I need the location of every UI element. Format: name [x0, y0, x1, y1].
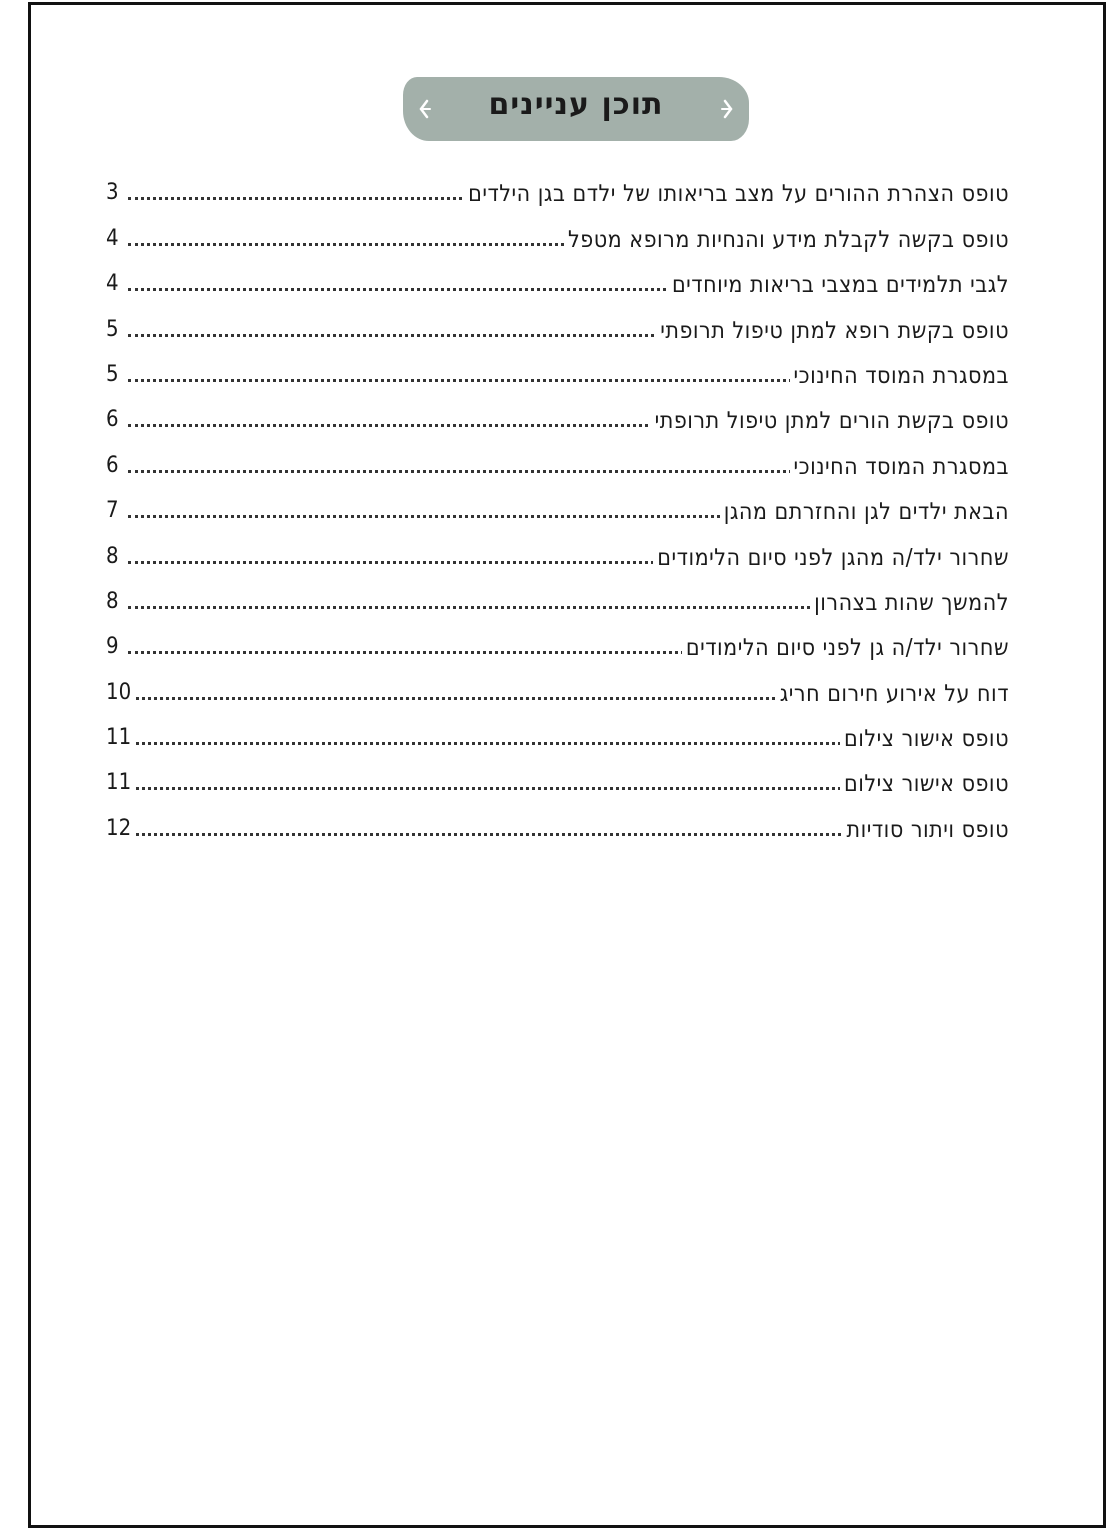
toc-page-number: 4 [106, 271, 119, 297]
toc-entry[interactable] [106, 440, 1009, 485]
toc-entry-title: טופס אישור צילום [840, 771, 1009, 797]
toc-entry[interactable] [106, 213, 1009, 258]
toc-entry[interactable] [106, 758, 1009, 803]
toc-page-number: 4 [106, 225, 119, 251]
toc-page-number: 11 [106, 725, 132, 751]
toc-entry-title: במסגרת המוסד החינוכי [790, 454, 1009, 480]
toc-page-number: 9 [106, 634, 119, 660]
toc-page-number: 6 [106, 407, 119, 433]
toc-entry[interactable] [106, 259, 1009, 304]
toc-entry[interactable] [106, 168, 1009, 213]
toc-entry-title: טופס הצהרת ההורים על מצב בריאותו של ילדם בגן הילדים [464, 181, 1009, 207]
toc-page-number: 3 [106, 180, 119, 206]
toc-entry-title: לגבי תלמידים במצבי בריאות מיוחדים [668, 272, 1009, 298]
toc-entry[interactable] [106, 667, 1009, 712]
toc-entry[interactable] [106, 713, 1009, 758]
toc-entry-title: במסגרת המוסד החינוכי [790, 363, 1009, 389]
toc-page-number: 7 [106, 498, 119, 524]
table-of-contents [106, 168, 1009, 849]
arrow-ornament-icon [719, 99, 735, 119]
toc-entry-title: הבאת ילדים לגן והחזרתם מהגן [720, 499, 1009, 525]
toc-entry[interactable] [106, 304, 1009, 349]
toc-entry[interactable] [106, 531, 1009, 576]
toc-page-number: 6 [106, 452, 119, 478]
toc-entry[interactable] [106, 486, 1009, 531]
toc-entry-title: דוח על אירוע חירום חריג [776, 681, 1009, 707]
toc-page-number: 5 [106, 316, 119, 342]
toc-page-number: 5 [106, 361, 119, 387]
toc-entry-title: טופס בקשת רופא למתן טיפול תרופתי [656, 318, 1009, 344]
toc-entry-title: שחרור ילד/ה מהגן לפני סיום הלימודים [653, 545, 1009, 571]
toc-entry[interactable] [106, 395, 1009, 440]
toc-page-number: 12 [106, 815, 132, 841]
toc-page-number: 10 [106, 679, 132, 705]
toc-entry-title: טופס אישור צילום [840, 726, 1009, 752]
toc-entry-title: טופס בקשה לקבלת מידע והנחיות מרופא מטפל [564, 227, 1009, 253]
toc-entry[interactable] [106, 577, 1009, 622]
toc-page-number: 8 [106, 588, 119, 614]
toc-entry-title: להמשך שהות בצהרון [810, 590, 1009, 616]
toc-page-number: 11 [106, 770, 132, 796]
toc-entry-title: שחרור ילד/ה גן לפני סיום הלימודים [682, 635, 1009, 661]
toc-entry[interactable] [106, 622, 1009, 667]
toc-page-number: 8 [106, 543, 119, 569]
toc-entry[interactable] [106, 803, 1009, 848]
title-banner [403, 77, 749, 141]
toc-entry-title: טופס ויתור סודיות [843, 817, 1009, 843]
toc-entry[interactable] [106, 350, 1009, 395]
page-title: תוכן עניינים [488, 87, 664, 122]
toc-entry-title: טופס בקשת הורים למתן טיפול תרופתי [651, 408, 1009, 434]
